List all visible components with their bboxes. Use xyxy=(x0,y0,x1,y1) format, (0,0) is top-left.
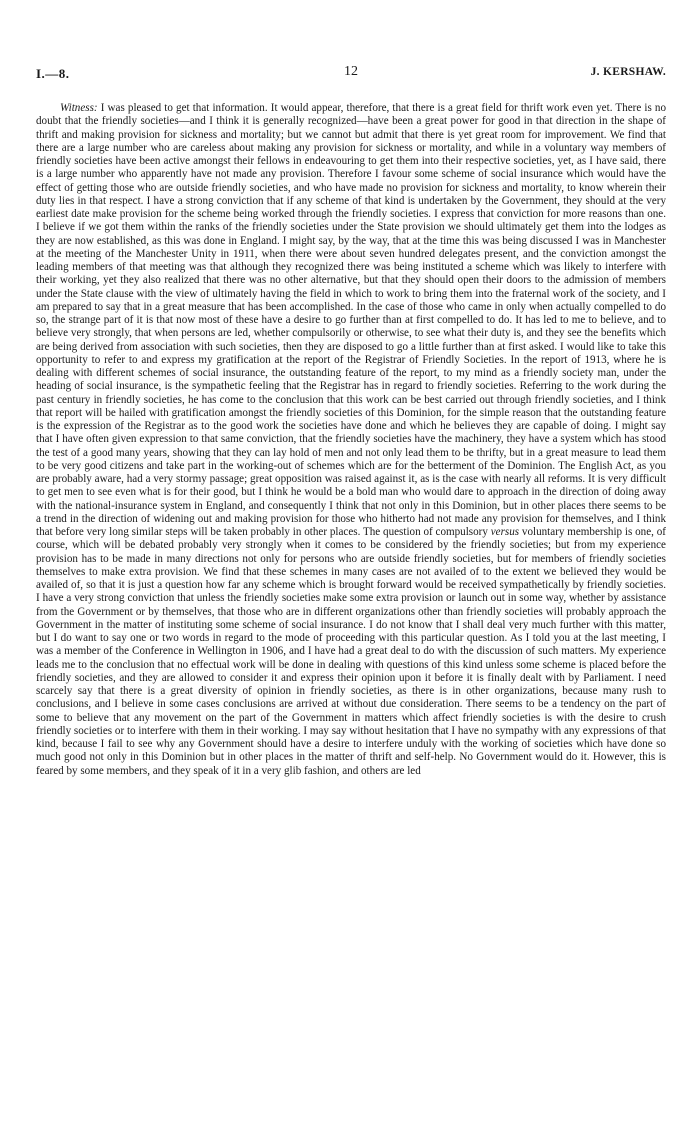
witness-name: J. KERSHAW. xyxy=(590,66,666,78)
testimony-text-part-2: voluntary membership is one, of course, which will be debated probably very strongly when it comes to be considered by the friendly societies; but from my experience provision has to be made in many directions not only for persons who are outside friendly societies, but for members of friendly societies themselves to make extra provision. We find that these schemes in many cases are not availed of to the extent we believed they would be availed of, so that it is just a question how far any scheme which is brought forward would be received sympathetically by friendly societies. I have a very strong conviction that unless the friendly societies make some extra provision or launch out in some way, whether by assistance from the Government or by themselves, that those who are in different organizations other than friendly societies will probably approach the Government in the matter of instituting some scheme of social insurance. I do not know that I shall deal very much further with this matter, but I do want to say one or two words in regard to the mode of proceeding with this particular question. As I told you at the last meeting, I was a member of the Conference in Wellington in 1906, and I have had a great deal to do with the discussion of such matters. My experience leads me to the conclusion that no effectual work will be done in dealing with questions of this kind unless some scheme is placed before the friendly societies, and they are allowed to consider it and express their opinion upon it before it is finally dealt with by Parliament. I need scarcely say that there is a great diversity of opinion in friendly societies, as there is in other organizations, because many rush to conclusions, and I believe in some cases conclusions are arrived at without due consideration. There seems to be a tendency on the part of some to believe that any movement on the part of the Government in matters which affect friendly societies is with the desire to crush friendly societies or to interfere with them in their working. I may say without hesitation that I have no sympathy with any expressions of that kind, because I fail to see why any Government should have a desire to interfere unduly with the working of societies which have done so much good not only in this Dominion but in other places in the matter of thrift and self-help. No Government would do it. However, this is feared by some members, and they speak of it in a very glib fashion, and others are led xyxy=(36,526,666,777)
document-page xyxy=(36,66,666,778)
page-header xyxy=(36,66,666,86)
testimony-text-part-1: I was pleased to get that information. It would appear, therefore, that there is a great field for thrift work even yet. There is no doubt that the friendly societies—and I think it is generally recognized—have been a great power for good in that direction in the shape of thrift and making provision for sickness and mortality; but we cannot but admit that there is yet great room for improvement. We find that there are a large number who are careless about making any provision for sickness or mortality, and while in a voluntary way members of friendly societies have been active amongst their fellows in endeavouring to get them into their respective societies, yet, as I have said, there is a large number who apparently have not made any provision. Therefore I favour some scheme of social insurance which would have the effect of getting those who are outside friendly societies, and who have made no provision for sickness and mortality, to know wherein their duty lies in that respect. I have a strong conviction that if any scheme of that kind is undertaken by the Government, they should at the very earliest date make provision for the scheme being worked through the friendly societies. I express that conviction for more reasons than one. I believe if we got them within the ranks of the friendly societies under the State provision we should ultimately get them into the lodges as they are now established, as this was done in England. I might say, by the way, that at the time this was being discussed I was in Manchester at the meeting of the Manchester Unity in 1911, when there were about seven hundred delegates present, and the conviction amongst the leading members of that meeting was that although they recognized there was being instituted a scheme which was likely to interfere with their working, yet they also realized that there was no other alternative, but that they should open their doors to the admission of members under the State clause with the view of ultimately having the field in which to work to bring them into the fraternal work of the society, and I am prepared to say that in a great measure that has been accomplished. In the case of those who came in only when actually compelled to do so, the strange part of it is that now most of these have a desire to go further than at first compelled to do. It has led to me to believe, and to believe very strongly, that when persons are led, whether compulsorily or otherwise, to see what their duty is, and they see the benefits which are being derived from association with such societies, then they are disposed to go a little further than at first asked. I would like to take this opportunity to refer to and express my gratification at the report of the Registrar of Friendly Societies. In the report of 1913, where he is dealing with different schemes of social insurance, the outstanding feature of the report, to my mind as a friendly society man, under the heading of social insurance, is the sympathetic feeling that the Registrar has in regard to friendly societies. Referring to the work during the past century in friendly societies, he has come to the conclusion that this work can be best carried out through friendly societies, and I think that report will be hailed with gratification amongst the friendly societies of this Dominion, for the simple reason that the outstanding feature is the expression of the Registrar as to the good work the societies have done and which he believes they are capable of doing. I might say that I have often given expression to that same conviction, that the friendly societies have the machinery, they have a system which has stood the test of a good many years, showing that they can lay hold of men and not only lead them to be thrifty, but in a great measure to lead them to be very good citizens and take part in the working-out of schemes which are for the betterment of the Dominion. The English Act, as you are probably aware, had a very stormy passage; great opposition was raised against it, as is the case with nearly all reforms. It is very difficult to get men to see even what is for their good, but I think he would be a bold man who would dare to approach in the direction of doing away with the national-insurance system in England, and consequently I think that not only in this Dominion, but in other places there seems to be a trend in the direction of widening out and making provision for those who hitherto had not made any provision for themselves, and I think that before very long similar steps will be taken probably in other places. The question of compulsory xyxy=(36,102,666,538)
testimony-paragraph xyxy=(36,102,666,778)
speaker-label: Witness: xyxy=(60,102,98,114)
page-number: 12 xyxy=(344,64,358,79)
document-reference: I.—8. xyxy=(36,66,70,81)
testimony-italic-term: versus xyxy=(490,526,520,538)
